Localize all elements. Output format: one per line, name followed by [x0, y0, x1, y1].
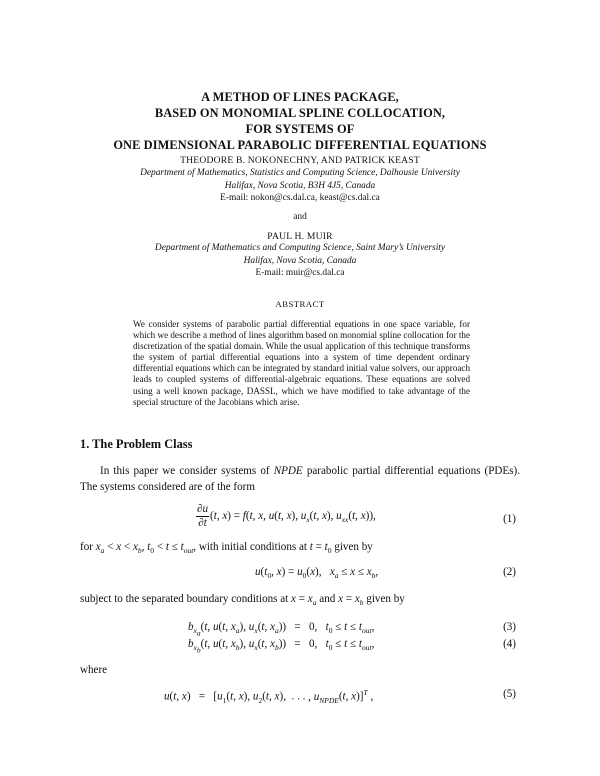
title-line-3: FOR SYSTEMS OF: [245, 122, 355, 136]
title-line-1: A METHOD OF LINES PACKAGE,: [201, 90, 399, 104]
authors-1: THEODORE B. NOKONECHNY, AND PATRICK KEAST: [180, 155, 420, 166]
affiliation-1-line-1: Department of Mathematics, Statistics and Computing Science, Dalhousie University: [140, 168, 460, 178]
title-line-4: ONE DIMENSIONAL PARABOLIC DIFFERENTIAL EQUATIONS: [113, 138, 487, 152]
equation-2: $u(t_0$, $x) = u_0(x)$, $x_a \le x \le x_b$,: [255, 566, 379, 581]
equation-number-1: (1): [503, 513, 516, 525]
intro-text-pre: In this paper we consider systems of: [100, 465, 274, 477]
equation-number-5: (5): [503, 688, 516, 700]
intro-text-post: parabolic partial differential equations (PDEs). The systems considered are of the form: [80, 465, 520, 493]
where-text: where: [80, 664, 108, 676]
abstract-heading: ABSTRACT: [275, 299, 325, 309]
domain-text: for $x_a < x < x_b$, $t_0 < t \le t_{out}$, with initial conditions at $t = t_0$ given by: [80, 541, 373, 556]
affiliation-1-line-2: Halifax, Nova Scotia, B3H 4J5, Canada: [224, 181, 376, 191]
equation-number-2: (2): [503, 566, 516, 578]
paragraph-intro: [80, 463, 520, 495]
affiliation-2-line-2: Halifax, Nova Scotia, Canada: [243, 256, 357, 266]
boundary-text: subject to the separated boundary conditions at $x = x_a$ and $x = x_b$ given by: [80, 593, 405, 608]
section-title: 1. The Problem Class: [80, 437, 193, 451]
partial-fraction: $\frac{\partial u}{\partial t}$: [197, 503, 209, 529]
and-word: and: [319, 593, 336, 605]
email-1: E-mail: nokon@cs.dal.ca, keast@cs.dal.ca: [220, 193, 380, 203]
given-by-text-1: given by: [334, 541, 373, 553]
boundary-conditions-text: subject to the separated boundary conditions at: [80, 593, 289, 605]
title-line-2: BASED ON MONOMIAL SPLINE COLLOCATION,: [154, 106, 446, 120]
given-by-text-2: given by: [366, 593, 405, 605]
npde-symbol: NPDE: [273, 465, 303, 477]
email-2: E-mail: muir@cs.dal.ca: [255, 268, 345, 278]
initial-conditions-text: with initial conditions at: [198, 541, 307, 553]
equation-1: $\frac{\partial u}{\partial t}$ (t, x) = f(t, x, u(t, x), $u_x(t$, x), $u_{xx}(t$, x)),: [197, 503, 376, 529]
equation-4: $b_{x_b}(t$, u(t, $x_b$), $u_x(t$, $x_b)) = 0$, $t_0 \le t \le t_{out}$,: [188, 638, 375, 655]
authors-2: PAUL H. MUIR: [267, 231, 333, 242]
equation-number-3: (3): [503, 621, 516, 633]
abstract-body: We consider systems of parabolic partial differential equations in one space variable, for which we describe a method of lines algorithm based on monomial spline collocation for the discretization of the spatial domain. While the usual application of this technique transforms the system of partial differential equations into a system of time dependent ordinary differential equations which can be integrated by standard initial value solvers, our approach leads to coupled systems of differential-algebraic equations. These equations are solved using a well known package, DASSL, which we have modified to take advantage of the special structure of the Jacobians which arise.: [133, 319, 470, 407]
affiliation-2-line-1: Department of Mathematics and Computing Science, Saint Mary’s University: [154, 243, 446, 253]
equation-3: $b_{x_a}(t$, u(t, $x_a$), $u_x(t$, $x_a)) = 0$, $t_0 \le t \le t_{out}$,: [188, 621, 375, 638]
and-separator: and: [293, 212, 307, 222]
equation-5: u(t, $x) = [u_1(t$, x), $u_2(t$, x), . . . , $u_{NPDE}(t$, x)]$^T$ ,: [164, 688, 374, 705]
equation-number-4: (4): [503, 638, 516, 650]
